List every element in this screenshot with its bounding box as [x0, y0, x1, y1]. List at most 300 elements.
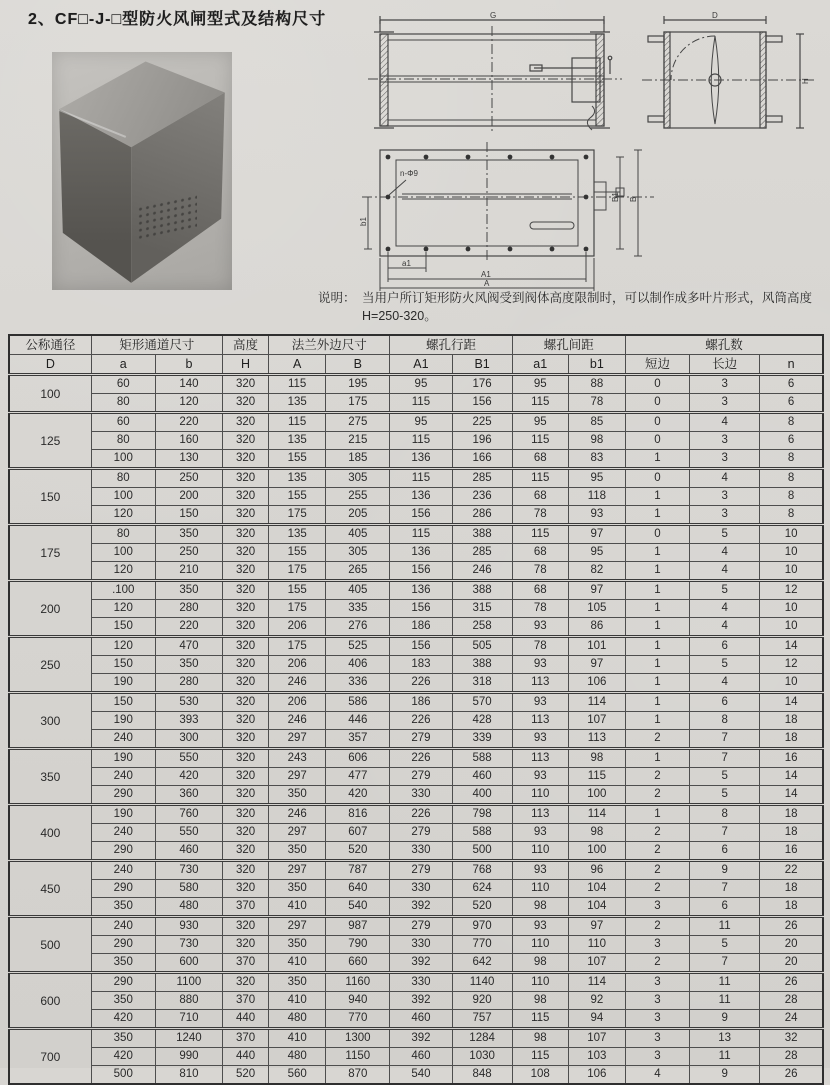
data-cell: 1 [625, 805, 689, 824]
data-cell: 320 [223, 730, 269, 749]
data-cell: 98 [512, 898, 568, 917]
data-cell: 2 [625, 768, 689, 786]
data-cell: 1 [625, 506, 689, 525]
data-cell: 320 [223, 450, 269, 469]
data-cell: 276 [326, 618, 390, 637]
data-cell: 350 [91, 954, 155, 973]
data-cell: 68 [512, 544, 568, 562]
data-cell: 3 [690, 506, 760, 525]
data-cell: 350 [155, 525, 222, 544]
table-row [9, 432, 823, 450]
data-cell: 20 [760, 954, 823, 973]
data-cell: 586 [326, 693, 390, 712]
data-cell: 370 [223, 992, 269, 1010]
data-cell: 250 [155, 544, 222, 562]
data-cell: 4 [690, 562, 760, 581]
bolt-hole-label: n-Φ9 [400, 169, 418, 178]
data-cell: 4 [690, 544, 760, 562]
data-cell: 114 [568, 973, 625, 992]
data-cell: 104 [568, 880, 625, 898]
note-text: 当用户所订矩形防火风阀受到阀体高度限制时，可以制作成多叶片形式，风筒高度H=250-320。 [362, 291, 813, 324]
data-cell: 410 [269, 1029, 326, 1048]
data-cell: 100 [91, 488, 155, 506]
dim-label-A1: A1 [481, 270, 491, 279]
data-cell: 880 [155, 992, 222, 1010]
data-cell: 1030 [452, 1048, 512, 1066]
data-cell: 3 [625, 936, 689, 954]
data-cell: 297 [269, 917, 326, 936]
data-cell: 95 [390, 413, 452, 432]
table-row [9, 375, 823, 394]
data-cell: 98 [568, 824, 625, 842]
data-cell: 22 [760, 861, 823, 880]
data-cell: 93 [568, 506, 625, 525]
data-cell: 18 [760, 824, 823, 842]
data-cell: 115 [390, 469, 452, 488]
data-cell: 200 [155, 488, 222, 506]
data-cell: 10 [760, 600, 823, 618]
data-cell: 175 [269, 562, 326, 581]
data-cell: 95 [512, 375, 568, 394]
data-cell: 60 [91, 413, 155, 432]
data-cell: 107 [568, 954, 625, 973]
data-cell: 250 [155, 469, 222, 488]
data-cell: 768 [452, 861, 512, 880]
data-cell: 606 [326, 749, 390, 768]
dim-label-B1: B1 [611, 192, 620, 202]
data-cell: 97 [568, 656, 625, 674]
data-cell: 320 [223, 936, 269, 954]
data-cell: 190 [91, 674, 155, 693]
data-cell: 320 [223, 712, 269, 730]
data-cell: 420 [326, 786, 390, 805]
data-cell: 420 [155, 768, 222, 786]
data-cell: 95 [568, 544, 625, 562]
diameter-cell: 125 [9, 413, 91, 469]
data-cell: 156 [452, 394, 512, 413]
table-row [9, 506, 823, 525]
data-cell: 206 [269, 693, 326, 712]
data-cell: 226 [390, 805, 452, 824]
data-cell: 320 [223, 805, 269, 824]
data-cell: 330 [390, 973, 452, 992]
data-cell: 446 [326, 712, 390, 730]
data-cell: 80 [91, 469, 155, 488]
data-cell: 101 [568, 637, 625, 656]
data-cell: 97 [568, 581, 625, 600]
data-cell: 5 [690, 768, 760, 786]
data-cell: 279 [390, 768, 452, 786]
data-cell: 255 [326, 488, 390, 506]
data-cell: 113 [568, 730, 625, 749]
data-cell: 525 [326, 637, 390, 656]
data-cell: 505 [452, 637, 512, 656]
data-cell: 205 [326, 506, 390, 525]
table-row [9, 394, 823, 413]
data-cell: 987 [326, 917, 390, 936]
data-cell: 320 [223, 973, 269, 992]
data-cell: 136 [390, 488, 452, 506]
data-cell: 798 [452, 805, 512, 824]
data-cell: 3 [625, 1010, 689, 1029]
data-cell: 13 [690, 1029, 760, 1048]
data-cell: 28 [760, 1048, 823, 1066]
data-cell: 290 [91, 786, 155, 805]
data-cell: 130 [155, 450, 222, 469]
data-cell: 18 [760, 898, 823, 917]
table-row [9, 581, 823, 600]
data-cell: 86 [568, 618, 625, 637]
data-cell: 78 [512, 637, 568, 656]
data-cell: 280 [155, 674, 222, 693]
data-cell: 110 [512, 842, 568, 861]
data-cell: 100 [91, 450, 155, 469]
data-cell: 520 [326, 842, 390, 861]
data-cell: 18 [760, 730, 823, 749]
table-row [9, 1048, 823, 1066]
data-cell: 103 [568, 1048, 625, 1066]
data-cell: 320 [223, 674, 269, 693]
data-cell: 320 [223, 618, 269, 637]
data-cell: 94 [568, 1010, 625, 1029]
data-cell: 350 [91, 992, 155, 1010]
data-cell: 440 [223, 1010, 269, 1029]
data-cell: 113 [512, 674, 568, 693]
data-cell: 26 [760, 917, 823, 936]
data-cell: 588 [452, 749, 512, 768]
diameter-cell: 250 [9, 637, 91, 693]
data-cell: 140 [155, 375, 222, 394]
data-cell: 12 [760, 656, 823, 674]
data-cell: 113 [512, 712, 568, 730]
data-cell: 78 [512, 506, 568, 525]
subheader-cell: B1 [452, 355, 512, 375]
data-cell: 370 [223, 898, 269, 917]
data-cell: 93 [512, 824, 568, 842]
data-cell: 297 [269, 730, 326, 749]
data-cell: 3 [690, 394, 760, 413]
table-row [9, 880, 823, 898]
data-cell: 530 [155, 693, 222, 712]
data-cell: 2 [625, 786, 689, 805]
dim-label-overall-length: G [490, 11, 497, 20]
data-cell: 320 [223, 506, 269, 525]
data-cell: 388 [452, 525, 512, 544]
data-cell: 320 [223, 861, 269, 880]
data-cell: 115 [269, 413, 326, 432]
table-row [9, 898, 823, 917]
data-cell: 136 [390, 450, 452, 469]
data-cell: 95 [568, 469, 625, 488]
data-cell: 2 [625, 730, 689, 749]
data-cell: 5 [690, 786, 760, 805]
data-cell: 110 [512, 973, 568, 992]
data-cell: 480 [155, 898, 222, 917]
data-cell: 97 [568, 917, 625, 936]
data-cell: 115 [390, 525, 452, 544]
data-cell: 107 [568, 712, 625, 730]
data-cell: 3 [625, 1029, 689, 1048]
data-cell: 1160 [326, 973, 390, 992]
data-cell: 480 [269, 1048, 326, 1066]
data-cell: 280 [155, 600, 222, 618]
data-cell: 0 [625, 525, 689, 544]
data-cell: 85 [568, 413, 625, 432]
data-cell: 330 [390, 936, 452, 954]
data-cell: 95 [512, 413, 568, 432]
data-cell: 320 [223, 768, 269, 786]
data-cell: 80 [91, 432, 155, 450]
data-cell: 3 [690, 432, 760, 450]
data-cell: 640 [326, 880, 390, 898]
data-cell: 848 [452, 1066, 512, 1085]
data-cell: 115 [269, 375, 326, 394]
data-cell: 7 [690, 954, 760, 973]
data-cell: 7 [690, 824, 760, 842]
data-cell: 60 [91, 375, 155, 394]
data-cell: 392 [390, 992, 452, 1010]
data-cell: 588 [452, 824, 512, 842]
table-row [9, 618, 823, 637]
data-cell: 115 [390, 432, 452, 450]
spec-table [8, 334, 824, 1085]
diameter-cell: 450 [9, 861, 91, 917]
data-cell: 6 [760, 432, 823, 450]
data-cell: 540 [326, 898, 390, 917]
data-cell: 166 [452, 450, 512, 469]
data-cell: 570 [452, 693, 512, 712]
data-cell: 520 [223, 1066, 269, 1085]
data-cell: 150 [91, 656, 155, 674]
data-cell: 279 [390, 730, 452, 749]
table-row [9, 917, 823, 936]
data-cell: 1 [625, 637, 689, 656]
data-cell: 8 [760, 413, 823, 432]
data-cell: 400 [452, 786, 512, 805]
data-cell: 279 [390, 917, 452, 936]
data-cell: 350 [91, 1029, 155, 1048]
data-cell: 320 [223, 600, 269, 618]
data-cell: 410 [269, 992, 326, 1010]
data-cell: 115 [512, 432, 568, 450]
table-row [9, 544, 823, 562]
data-cell: 100 [568, 786, 625, 805]
header-nominal-diameter: 公称通径 [9, 335, 91, 355]
data-cell: 190 [91, 805, 155, 824]
data-cell: 388 [452, 581, 512, 600]
data-cell: 104 [568, 898, 625, 917]
data-cell: 110 [512, 786, 568, 805]
table-row [9, 786, 823, 805]
table-row [9, 525, 823, 544]
subheader-cell: 短边 [625, 355, 689, 375]
data-cell: 339 [452, 730, 512, 749]
data-cell: 110 [512, 880, 568, 898]
data-cell: 93 [512, 656, 568, 674]
data-cell: 3 [625, 898, 689, 917]
data-cell: 190 [91, 749, 155, 768]
data-cell: 320 [223, 749, 269, 768]
header-group: 螺孔间距 [512, 335, 625, 355]
data-cell: 0 [625, 375, 689, 394]
data-cell: 10 [760, 674, 823, 693]
data-cell: 240 [91, 824, 155, 842]
data-cell: 115 [512, 1048, 568, 1066]
data-cell: 83 [568, 450, 625, 469]
table-row [9, 656, 823, 674]
data-cell: 290 [91, 973, 155, 992]
data-cell: 1 [625, 450, 689, 469]
data-cell: 14 [760, 786, 823, 805]
data-cell: 246 [452, 562, 512, 581]
data-cell: 1 [625, 656, 689, 674]
data-cell: 97 [568, 525, 625, 544]
data-cell: 540 [390, 1066, 452, 1085]
data-cell: 118 [568, 488, 625, 506]
data-cell: 440 [223, 1048, 269, 1066]
table-row [9, 749, 823, 768]
data-cell: 1 [625, 488, 689, 506]
data-cell: 330 [390, 880, 452, 898]
data-cell: 135 [269, 394, 326, 413]
data-cell: 6 [690, 693, 760, 712]
data-cell: 68 [512, 450, 568, 469]
data-cell: 11 [690, 1048, 760, 1066]
dim-label-B: B [629, 196, 638, 202]
data-cell: 9 [690, 861, 760, 880]
data-cell: 246 [269, 805, 326, 824]
table-row [9, 674, 823, 693]
data-cell: 500 [452, 842, 512, 861]
diameter-cell: 100 [9, 375, 91, 413]
data-cell: 320 [223, 394, 269, 413]
data-cell: 470 [155, 637, 222, 656]
data-cell: 240 [91, 768, 155, 786]
data-cell: 560 [269, 1066, 326, 1085]
data-cell: 155 [269, 581, 326, 600]
data-cell: 336 [326, 674, 390, 693]
table-row [9, 693, 823, 712]
data-cell: 10 [760, 525, 823, 544]
data-cell: 7 [690, 749, 760, 768]
data-cell: 155 [269, 488, 326, 506]
table-row [9, 842, 823, 861]
data-cell: 10 [760, 562, 823, 581]
table-row [9, 488, 823, 506]
data-cell: 246 [269, 712, 326, 730]
data-cell: 106 [568, 1066, 625, 1085]
data-cell: 3 [625, 973, 689, 992]
table-row [9, 1010, 823, 1029]
table-row [9, 768, 823, 786]
data-cell: 156 [390, 506, 452, 525]
data-cell: 115 [390, 394, 452, 413]
subheader-cell: a1 [512, 355, 568, 375]
data-cell: 186 [390, 693, 452, 712]
data-cell: 1 [625, 749, 689, 768]
data-cell: 16 [760, 749, 823, 768]
data-cell: 350 [269, 880, 326, 898]
diameter-cell: 300 [9, 693, 91, 749]
data-cell: 10 [760, 544, 823, 562]
data-cell: 320 [223, 469, 269, 488]
subheader-cell: A1 [390, 355, 452, 375]
data-cell: 1 [625, 600, 689, 618]
data-cell: 8 [760, 450, 823, 469]
data-cell: 240 [91, 861, 155, 880]
data-cell: 500 [91, 1066, 155, 1085]
data-cell: 1300 [326, 1029, 390, 1048]
data-cell: 4 [690, 600, 760, 618]
data-cell: 660 [326, 954, 390, 973]
data-cell: 370 [223, 954, 269, 973]
data-cell: 410 [269, 954, 326, 973]
table-row [9, 805, 823, 824]
data-cell: 305 [326, 469, 390, 488]
data-cell: 88 [568, 375, 625, 394]
data-cell: 480 [269, 1010, 326, 1029]
data-cell: 6 [690, 898, 760, 917]
data-cell: 315 [452, 600, 512, 618]
data-cell: 82 [568, 562, 625, 581]
dim-label-a1: a1 [402, 259, 411, 268]
diameter-cell: 400 [9, 805, 91, 861]
end-view-drawing [632, 10, 824, 142]
table-row [9, 824, 823, 842]
data-cell: 80 [91, 394, 155, 413]
subheader-cell: b [155, 355, 222, 375]
data-cell: 93 [512, 618, 568, 637]
data-cell: 320 [223, 432, 269, 450]
data-cell: 350 [91, 898, 155, 917]
data-cell: 930 [155, 917, 222, 936]
data-cell: 258 [452, 618, 512, 637]
data-cell: 155 [269, 544, 326, 562]
data-cell: 113 [512, 805, 568, 824]
data-cell: 335 [326, 600, 390, 618]
data-cell: 226 [390, 712, 452, 730]
table-row [9, 469, 823, 488]
data-cell: 1 [625, 581, 689, 600]
data-cell: 107 [568, 1029, 625, 1048]
diameter-cell: 175 [9, 525, 91, 581]
data-cell: 7 [690, 730, 760, 749]
data-cell: 98 [512, 954, 568, 973]
data-cell: 286 [452, 506, 512, 525]
data-cell: 115 [512, 1010, 568, 1029]
data-cell: 190 [91, 712, 155, 730]
data-cell: 246 [269, 674, 326, 693]
data-cell: 770 [452, 936, 512, 954]
data-cell: 760 [155, 805, 222, 824]
data-cell: 7 [690, 880, 760, 898]
data-cell: 210 [155, 562, 222, 581]
data-cell: 226 [390, 674, 452, 693]
data-cell: 642 [452, 954, 512, 973]
table-row [9, 936, 823, 954]
subheader-cell: D [9, 355, 91, 375]
data-cell: 6 [690, 637, 760, 656]
data-cell: 350 [269, 842, 326, 861]
data-cell: 4 [690, 674, 760, 693]
data-cell: 406 [326, 656, 390, 674]
data-cell: 2 [625, 824, 689, 842]
data-cell: 3 [625, 992, 689, 1010]
data-cell: 115 [512, 394, 568, 413]
table-row [9, 954, 823, 973]
data-cell: 156 [390, 562, 452, 581]
data-cell: 5 [690, 936, 760, 954]
